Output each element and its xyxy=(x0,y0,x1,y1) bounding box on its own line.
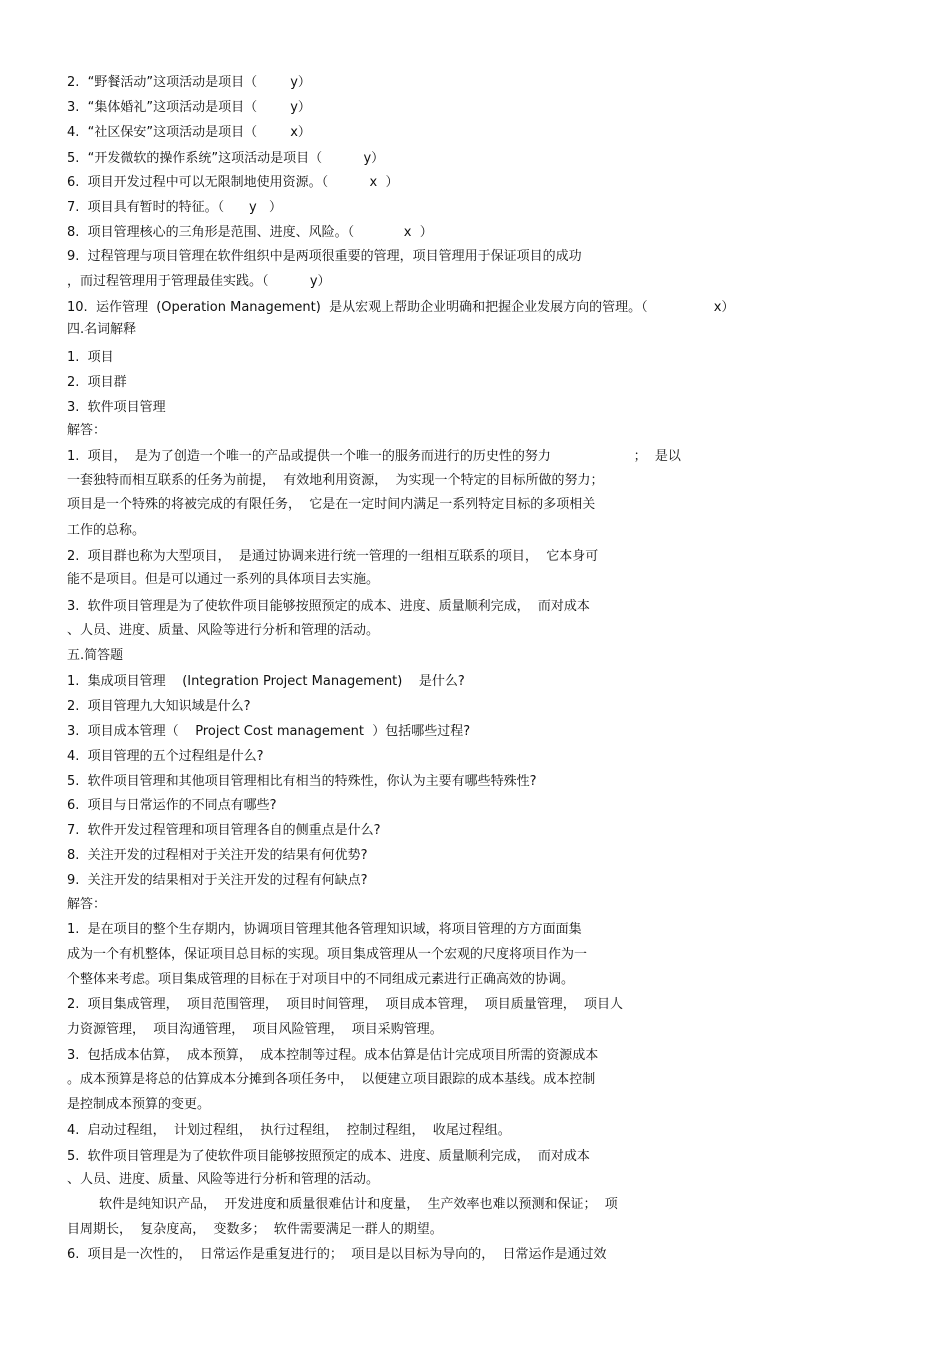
text-line: 能不是项目。但是可以通过一系列的具体项目去实施。 xyxy=(67,572,380,587)
text-line: 2. 项目集成管理， 项目范围管理， 项目时间管理， 项目成本管理， 项目质量管理， 项目人 xyxy=(67,997,623,1012)
text-line: 7. 软件开发过程管理和项目管理各自的侧重点是什么? xyxy=(67,823,381,838)
text-line: 3. “集体婚礼”这项活动是项目（ y） xyxy=(67,100,311,115)
text-line: 5. 软件项目管理是为了使软件项目能够按照预定的成本、进度、质量顺利完成， 而对成本 xyxy=(67,1149,590,1164)
text-line: 2. 项目群也称为大型项目， 是通过协调来进行统一管理的一组相互联系的项目， 它本身可 xyxy=(67,549,599,564)
text-line: 1. 项目 xyxy=(67,350,114,365)
text-line: 3. 软件项目管理是为了使软件项目能够按照预定的成本、进度、质量顺利完成， 而对成本 xyxy=(67,599,590,614)
text-line: 1. 集成项目管理 (Integration Project Management) 是什么? xyxy=(67,674,465,689)
answer-heading: 解答： xyxy=(67,423,107,438)
text-line: 2. “野餐活动”这项活动是项目（ y） xyxy=(67,75,311,90)
text-line: 、人员、进度、质量、风险等进行分析和管理的活动。 xyxy=(67,1172,380,1187)
answer-heading: 解答： xyxy=(67,897,107,912)
text-line: 4. 启动过程组， 计划过程组， 执行过程组， 控制过程组， 收尾过程组。 xyxy=(67,1123,511,1138)
text-line: 1. 项目， 是为了创造一个唯一的产品或提供一个唯一的服务而进行的历史性的努力 ； 是以 xyxy=(67,449,681,464)
text-line: 10. 运作管理 (Operation Management) 是从宏观上帮助企业明确和把握企业发展方向的管理。（ x） xyxy=(67,300,735,315)
text-line: 是控制成本预算的变更。 xyxy=(67,1097,211,1112)
text-line: 3. 软件项目管理 xyxy=(67,400,166,415)
text-line: 3. 包括成本估算， 成本预算， 成本控制等过程。成本估算是估计完成项目所需的资源成本 xyxy=(67,1048,599,1063)
text-line: 1. 是在项目的整个生存期内，协调项目管理其他各管理知识域，将项目管理的方方面面集 xyxy=(67,922,582,937)
text-line: 4. 项目管理的五个过程组是什么? xyxy=(67,749,264,764)
text-line: 5. “开发微软的操作系统”这项活动是项目（ y） xyxy=(67,151,385,166)
text-line: 9. 过程管理与项目管理在软件组织中是两项很重要的管理，项目管理用于保证项目的成功 xyxy=(67,249,582,264)
text-line: 工作的总称。 xyxy=(67,523,146,538)
text-line: 6. 项目与日常运作的不同点有哪些? xyxy=(67,798,277,813)
text-line: 9. 关注开发的结果相对于关注开发的过程有何缺点? xyxy=(67,873,368,888)
text-line: 2. 项目管理九大知识域是什么? xyxy=(67,699,251,714)
text-line: 7. 项目具有暂时的特征。（ y ） xyxy=(67,200,283,215)
text-line: 4. “社区保安”这项活动是项目（ x） xyxy=(67,125,311,140)
text-line: 一套独特而相互联系的任务为前提， 有效地利用资源， 为实现一个特定的目标所做的努力； xyxy=(67,473,604,488)
text-line: 。成本预算是将总的估算成本分摊到各项任务中， 以便建立项目跟踪的成本基线。成本控制 xyxy=(67,1072,596,1087)
text-line: 力资源管理， 项目沟通管理， 项目风险管理， 项目采购管理。 xyxy=(67,1022,443,1037)
text-line: 8. 项目管理核心的三角形是范围、进度、风险。（ x ） xyxy=(67,225,433,240)
text-line: 项目是一个特殊的将被完成的有限任务， 它是在一定时间内满足一系列特定目标的多项相关 xyxy=(67,497,596,512)
text-line: 软件是纯知识产品， 开发进度和质量很难估计和度量， 生产效率也难以预测和保证； 项 xyxy=(99,1197,618,1212)
text-line: 、人员、进度、质量、风险等进行分析和管理的活动。 xyxy=(67,623,380,638)
text-line: 6. 项目是一次性的， 日常运作是重复进行的； 项目是以目标为导向的， 日常运作是通过效 xyxy=(67,1247,607,1262)
text-line: 8. 关注开发的过程相对于关注开发的结果有何优势? xyxy=(67,848,368,863)
section-heading: 四.名词解释 xyxy=(67,322,137,337)
text-line: 成为一个有机整体，保证项目总目标的实现。项目集成管理从一个宏观的尺度将项目作为一 xyxy=(67,947,588,962)
text-line: 6. 项目开发过程中可以无限制地使用资源。（ x ） xyxy=(67,175,399,190)
text-line: 5. 软件项目管理和其他项目管理相比有相当的特殊性，你认为主要有哪些特殊性? xyxy=(67,774,537,789)
text-line: 2. 项目群 xyxy=(67,375,127,390)
text-line: 个整体来考虑。项目集成管理的目标在于对项目中的不同组成元素进行正确高效的协调。 xyxy=(67,972,575,987)
section-heading: 五.简答题 xyxy=(67,648,124,663)
text-line: 3. 项目成本管理（ Project Cost management ）包括哪些过程? xyxy=(67,724,471,739)
text-line: 目周期长， 复杂度高， 变数多； 软件需要满足一群人的期望。 xyxy=(67,1222,443,1237)
text-line: ，而过程管理用于管理最佳实践。（ y） xyxy=(67,274,331,289)
